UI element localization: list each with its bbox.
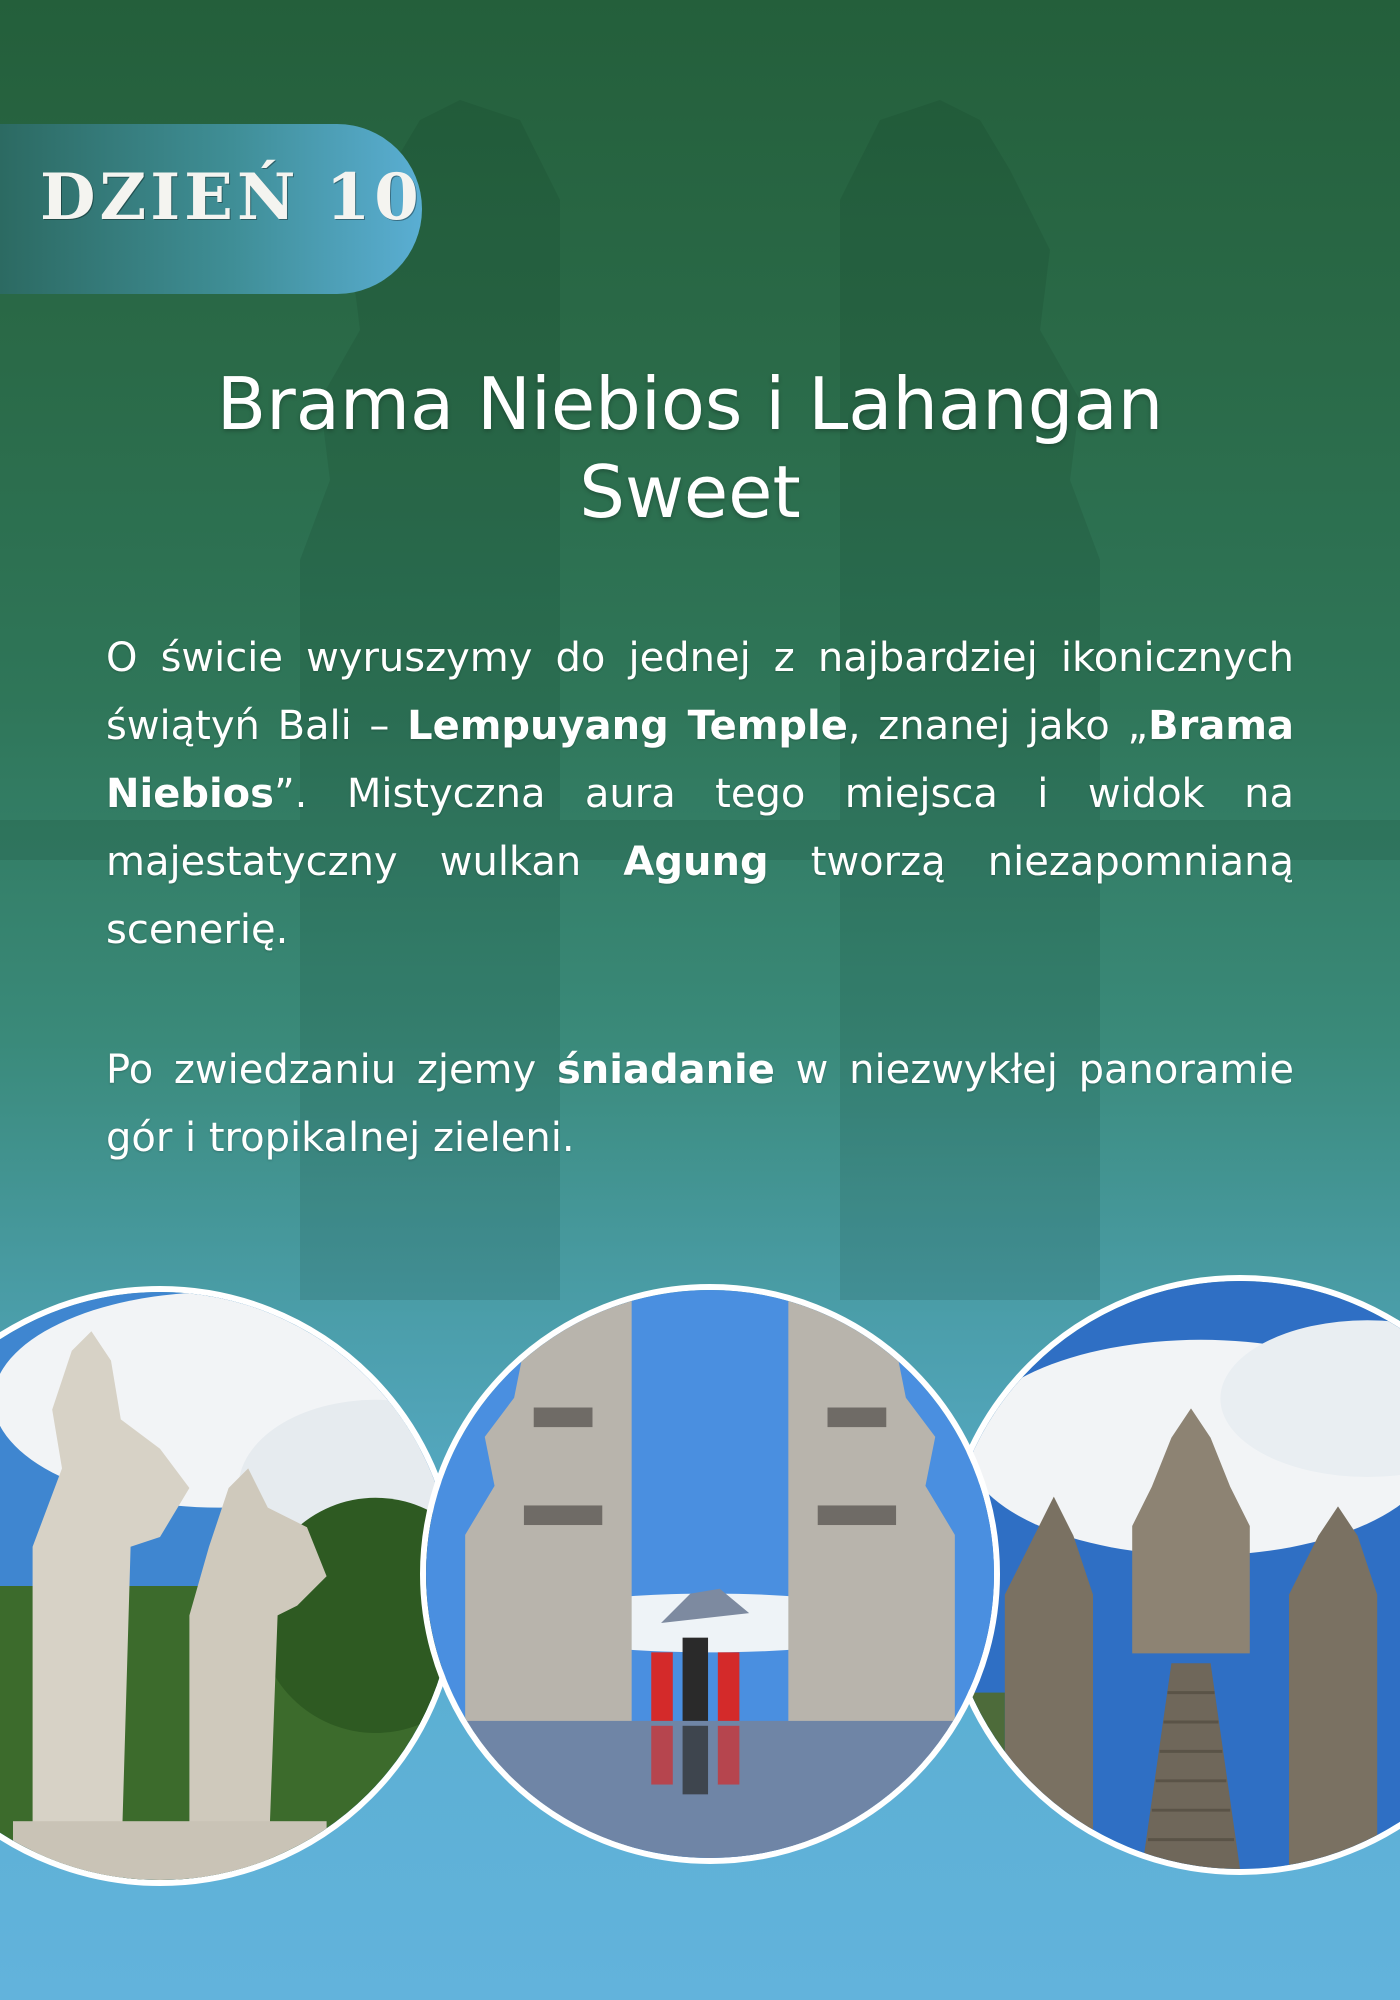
p1-text-2: , znanej jako „ [847, 703, 1149, 749]
p2-text-1: Po zwiedzaniu zjemy [106, 1047, 557, 1093]
description-paragraph-2 [106, 1036, 1294, 1172]
photo-gate-of-heaven [420, 1284, 1000, 1864]
photo-temple-stairs [940, 1275, 1400, 1875]
day-label: DZIEŃ 10 [40, 160, 423, 235]
day-badge [0, 124, 422, 294]
page-title [150, 360, 1230, 536]
photo-dragon-statues [0, 1286, 460, 1886]
p1-bold-brama: Brama Niebios [106, 703, 1295, 817]
p2-text-2: w niezwykłej panoramie gór i tropikalnej zieleni. [106, 1047, 1294, 1161]
p1-text-4: tworzą niezapomnianą scenerię. [106, 839, 1294, 953]
p1-text-3: ”. Mistyczna aura tego miejsca i widok na majestatyczny wulkan [106, 771, 1294, 885]
photo-strip [0, 1270, 1400, 1880]
p1-bold-agung: Agung [623, 839, 769, 885]
title-line-1: Brama Niebios i Lahangan [216, 362, 1164, 446]
title-line-2: Sweet [579, 450, 801, 534]
description-paragraph-1 [106, 624, 1294, 964]
p1-bold-lempuyang: Lempuyang Temple [407, 703, 848, 749]
p2-bold-sniadanie: śniadanie [556, 1047, 775, 1093]
p1-text-1: O świcie wyruszymy do jednej z najbardziej ikonicznych świątyń Bali – [106, 635, 1294, 749]
